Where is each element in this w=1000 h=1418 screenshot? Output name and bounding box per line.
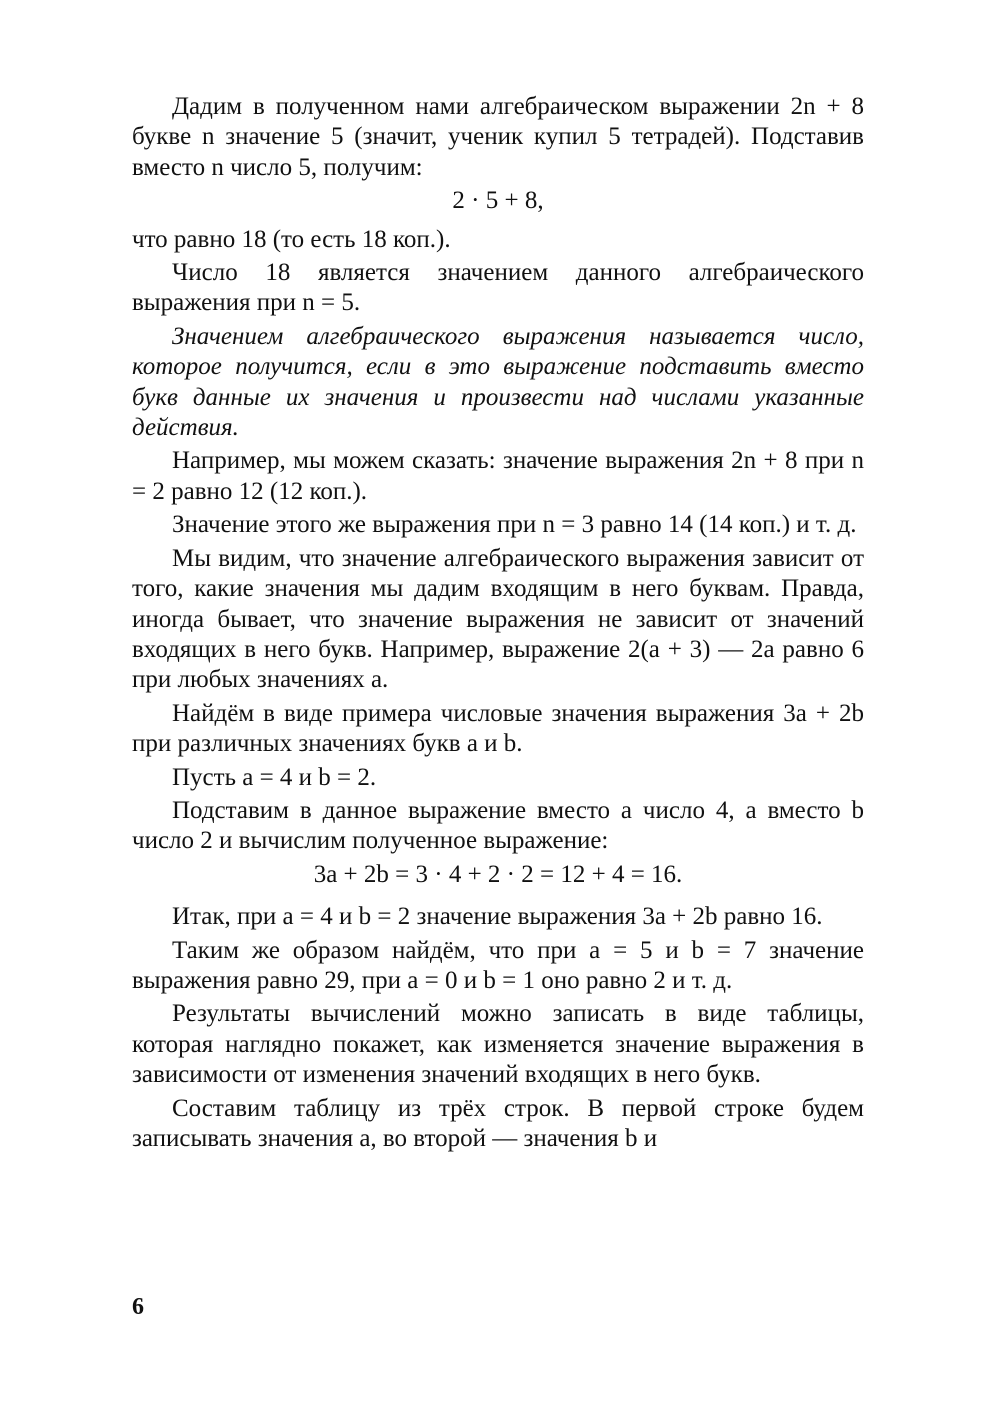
formula-3a-plus-2b: 3a + 2b = 3 · 4 + 2 · 2 = 12 + 4 = 16. <box>313 860 683 888</box>
paragraph-1: Дадим в полученном нами алгебраическом выражении 2n + 8 букве n значение 5 (значит, ученик купил 5 тетрадей). Подставив вместо n число 5, получим: <box>132 93 864 181</box>
paragraph-8: Найдём в виде примера числовые значения выражения 3a + 2b при различных значениях букв a и b. <box>132 699 864 758</box>
paragraph-11: Итак, при a = 4 и b = 2 значение выражения 3a + 2b равно 16. <box>172 903 823 931</box>
paragraph-14: Составим таблицу из трёх строк. В первой строке будем записывать значения a, во второй — значения b и <box>132 1094 864 1152</box>
paragraph-9: Пусть a = 4 и b = 2. <box>172 763 377 791</box>
definition-paragraph: Значением алгебраического выражения называется число, которое получится, если в это выражение подставить вместо букв данные их значения и произвести над числами указанные действия. <box>132 322 864 442</box>
formula-2x5plus8: 2 · 5 + 8, <box>452 187 544 215</box>
paragraph-3: Число 18 является значением данного алгебраического выражения при n = 5. <box>132 259 864 317</box>
paragraph-2: что равно 18 (то есть 18 коп.). <box>132 225 451 253</box>
paragraph-13: Результаты вычислений можно записать в виде таблицы, которая наглядно покажет, как изменяется значение выражения в зависимости от изменения значений входящих в него букв. <box>132 1000 864 1089</box>
paragraph-7: Мы видим, что значение алгебраического выражения зависит от того, какие значения мы дадим входящим в него буквам. Правда, иногда бывает, что значение выражения не зависит от значений входящих в него букв. Например, выражение 2(a + 3) — 2a равно 6 при любых значениях a. <box>132 544 864 694</box>
paragraph-6: Значение этого же выражения при n = 3 равно 14 (14 коп.) и т. д. <box>172 511 857 539</box>
paragraph-5: Например, мы можем сказать: значение выражения 2n + 8 при n = 2 равно 12 (12 коп.). <box>132 447 864 505</box>
page-number: 6 <box>132 1294 144 1320</box>
page-body <box>132 92 864 1157</box>
paragraph-12: Таким же образом найдём, что при a = 5 и b = 7 значение выражения равно 29, при a = 0 и b = 1 оно равно 2 и т. д. <box>132 936 864 994</box>
paragraph-10: Подставим в данное выражение вместо a число 4, а вместо b число 2 и вычислим полученное выражение: <box>132 796 864 855</box>
